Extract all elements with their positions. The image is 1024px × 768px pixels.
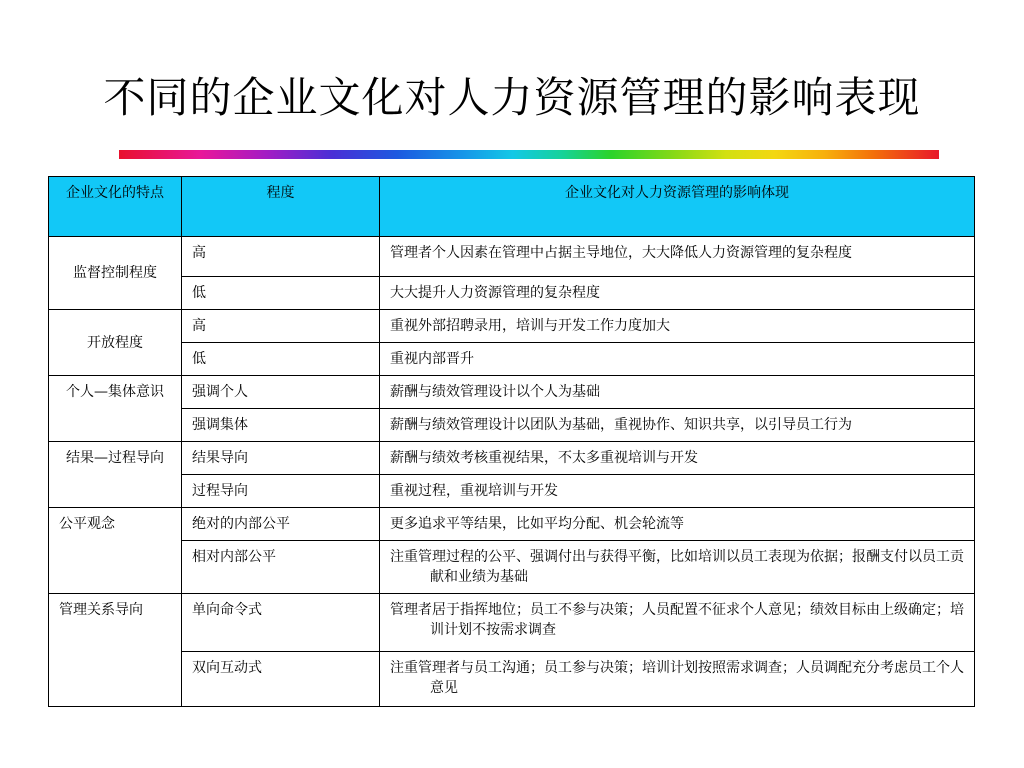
table-row bbox=[49, 409, 975, 442]
degree-cell: 结果导向 bbox=[182, 442, 380, 475]
degree-cell: 低 bbox=[182, 277, 380, 310]
table-row bbox=[49, 652, 975, 707]
table-row bbox=[49, 594, 975, 652]
impact-cell: 重视内部晋升 bbox=[380, 343, 975, 376]
header-feature: 企业文化的特点 bbox=[49, 177, 182, 237]
header-degree: 程度 bbox=[182, 177, 380, 237]
feature-cell: 开放程度 bbox=[49, 310, 182, 376]
degree-cell: 相对内部公平 bbox=[182, 541, 380, 594]
impact-cell: 重视过程，重视培训与开发 bbox=[380, 475, 975, 508]
feature-cell: 公平观念 bbox=[49, 508, 182, 594]
slide-title: 不同的企业文化对人力资源管理的影响表现 bbox=[103, 73, 921, 122]
feature-cell: 个人—集体意识 bbox=[49, 376, 182, 442]
impact-cell: 薪酬与绩效管理设计以团队为基础，重视协作、知识共享，以引导员工行为 bbox=[380, 409, 975, 442]
degree-cell: 强调集体 bbox=[182, 409, 380, 442]
degree-cell: 绝对的内部公平 bbox=[182, 508, 380, 541]
impact-cell: 薪酬与绩效管理设计以个人为基础 bbox=[380, 376, 975, 409]
impact-cell: 注重管理过程的公平、强调付出与获得平衡，比如培训以员工表现为依据；报酬支付以员工贡献和业绩为基础 bbox=[380, 541, 975, 594]
degree-cell: 强调个人 bbox=[182, 376, 380, 409]
header-impact: 企业文化对人力资源管理的影响体现 bbox=[380, 177, 975, 237]
header-row bbox=[49, 177, 975, 237]
degree-cell: 高 bbox=[182, 310, 380, 343]
table-row bbox=[49, 475, 975, 508]
degree-cell: 过程导向 bbox=[182, 475, 380, 508]
rainbow-divider bbox=[119, 150, 939, 159]
feature-cell: 监督控制程度 bbox=[49, 237, 182, 310]
table-row bbox=[49, 310, 975, 343]
impact-cell: 注重管理者与员工沟通；员工参与决策；培训计划按照需求调查；人员调配充分考虑员工个人意见 bbox=[380, 652, 975, 707]
impact-cell: 重视外部招聘录用，培训与开发工作力度加大 bbox=[380, 310, 975, 343]
culture-impact-table bbox=[48, 176, 975, 707]
feature-cell: 结果—过程导向 bbox=[49, 442, 182, 508]
impact-cell: 管理者居于指挥地位；员工不参与决策；人员配置不征求个人意见；绩效目标由上级确定；培训计划不按需求调查 bbox=[380, 594, 975, 652]
impact-cell: 管理者个人因素在管理中占据主导地位，大大降低人力资源管理的复杂程度 bbox=[380, 237, 975, 277]
feature-cell: 管理关系导向 bbox=[49, 594, 182, 707]
table-row bbox=[49, 237, 975, 277]
impact-cell: 薪酬与绩效考核重视结果，不太多重视培训与开发 bbox=[380, 442, 975, 475]
table-row bbox=[49, 277, 975, 310]
degree-cell: 高 bbox=[182, 237, 380, 277]
table-row bbox=[49, 442, 975, 475]
degree-cell: 低 bbox=[182, 343, 380, 376]
impact-cell: 大大提升人力资源管理的复杂程度 bbox=[380, 277, 975, 310]
table-row bbox=[49, 343, 975, 376]
table-row bbox=[49, 376, 975, 409]
degree-cell: 双向互动式 bbox=[182, 652, 380, 707]
table-row bbox=[49, 541, 975, 594]
degree-cell: 单向命令式 bbox=[182, 594, 380, 652]
impact-cell: 更多追求平等结果，比如平均分配、机会轮流等 bbox=[380, 508, 975, 541]
table-row bbox=[49, 508, 975, 541]
